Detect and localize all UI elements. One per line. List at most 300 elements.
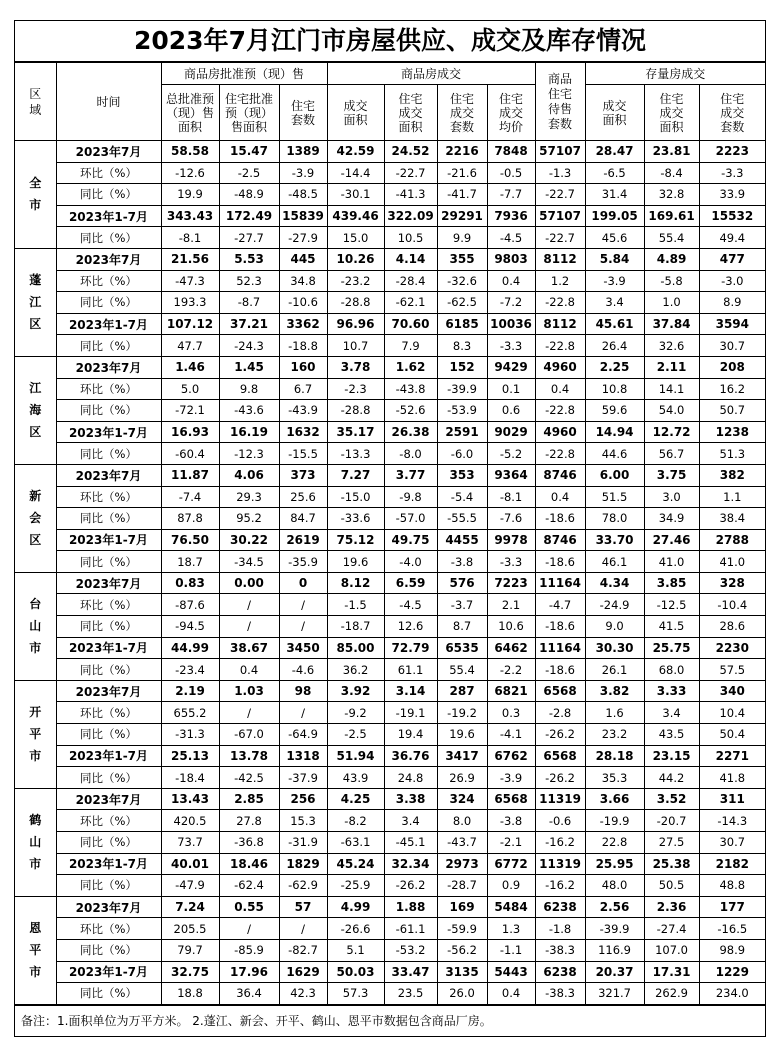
data-cell: 3450 bbox=[279, 637, 327, 659]
data-cell: 355 bbox=[437, 248, 487, 270]
data-cell: -3.9 bbox=[487, 767, 535, 789]
header-region bbox=[15, 63, 56, 141]
data-cell: -38.3 bbox=[535, 939, 585, 961]
header-c5 bbox=[384, 85, 437, 141]
table-row bbox=[15, 529, 765, 551]
row-label: 环比（%） bbox=[56, 378, 161, 400]
data-cell: 95.2 bbox=[219, 508, 279, 530]
data-cell: 18.8 bbox=[161, 983, 219, 1005]
table-row bbox=[15, 141, 765, 163]
data-cell: 169.61 bbox=[644, 205, 699, 227]
data-cell: -32.6 bbox=[437, 270, 487, 292]
data-cell: 262.9 bbox=[644, 983, 699, 1005]
header-c11 bbox=[699, 85, 765, 141]
data-cell: 0.83 bbox=[161, 572, 219, 594]
data-cell: 2619 bbox=[279, 529, 327, 551]
table-row bbox=[15, 335, 765, 357]
data-cell: -18.4 bbox=[161, 767, 219, 789]
data-cell: 3.92 bbox=[327, 680, 384, 702]
data-cell: 420.5 bbox=[161, 810, 219, 832]
data-cell: 6.7 bbox=[279, 378, 327, 400]
data-cell: -16.2 bbox=[535, 832, 585, 854]
table-row bbox=[15, 292, 765, 314]
data-cell: 28.47 bbox=[585, 141, 644, 163]
data-cell: -20.7 bbox=[644, 810, 699, 832]
header-row-1 bbox=[15, 63, 765, 85]
data-cell: 8.12 bbox=[327, 572, 384, 594]
data-cell: 2182 bbox=[699, 853, 765, 875]
data-cell: 0.4 bbox=[487, 270, 535, 292]
row-label: 2023年7月 bbox=[56, 248, 161, 270]
data-cell: 7848 bbox=[487, 141, 535, 163]
data-cell: -27.4 bbox=[644, 918, 699, 940]
data-cell: 3.38 bbox=[384, 788, 437, 810]
data-cell: 2788 bbox=[699, 529, 765, 551]
data-cell: 11319 bbox=[535, 788, 585, 810]
header-c3 bbox=[279, 85, 327, 141]
header-c3-label: 住宅套数 bbox=[291, 98, 316, 127]
data-cell: -28.7 bbox=[437, 875, 487, 897]
data-cell: 1229 bbox=[699, 961, 765, 983]
data-cell: -5.4 bbox=[437, 486, 487, 508]
data-cell: 30.22 bbox=[219, 529, 279, 551]
data-cell: 35.3 bbox=[585, 767, 644, 789]
data-cell: 0.9 bbox=[487, 875, 535, 897]
data-cell: 14.1 bbox=[644, 378, 699, 400]
region-cell bbox=[15, 572, 56, 680]
data-cell: 29291 bbox=[437, 205, 487, 227]
data-cell: 2.19 bbox=[161, 680, 219, 702]
header-c5-label: 住宅成交面积 bbox=[398, 91, 423, 134]
data-cell: / bbox=[219, 918, 279, 940]
header-group-deal: 商品房成交 bbox=[327, 63, 535, 85]
data-cell: 6238 bbox=[535, 961, 585, 983]
data-cell: -53.2 bbox=[384, 939, 437, 961]
data-cell: 445 bbox=[279, 248, 327, 270]
data-cell: 4.89 bbox=[644, 248, 699, 270]
data-cell: -62.9 bbox=[279, 875, 327, 897]
data-cell: 15839 bbox=[279, 205, 327, 227]
data-cell: 4455 bbox=[437, 529, 487, 551]
data-cell: -47.9 bbox=[161, 875, 219, 897]
data-cell: 6.59 bbox=[384, 572, 437, 594]
data-cell: 576 bbox=[437, 572, 487, 594]
region-name: 鹤山市 bbox=[29, 813, 42, 872]
data-cell: 199.05 bbox=[585, 205, 644, 227]
region-cell bbox=[15, 896, 56, 1004]
data-cell: 1632 bbox=[279, 421, 327, 443]
data-cell: 160 bbox=[279, 356, 327, 378]
data-cell: 477 bbox=[699, 248, 765, 270]
region-cell bbox=[15, 680, 56, 788]
data-cell: 73.7 bbox=[161, 832, 219, 854]
data-cell: 152 bbox=[437, 356, 487, 378]
data-cell: -2.3 bbox=[327, 378, 384, 400]
data-cell: -48.5 bbox=[279, 184, 327, 206]
data-cell: 382 bbox=[699, 464, 765, 486]
data-cell: 340 bbox=[699, 680, 765, 702]
data-cell: -22.7 bbox=[535, 184, 585, 206]
data-cell: 37.21 bbox=[219, 313, 279, 335]
data-cell: 19.9 bbox=[161, 184, 219, 206]
region-name: 开平市 bbox=[29, 705, 42, 764]
data-cell: -18.8 bbox=[279, 335, 327, 357]
data-cell: -3.0 bbox=[699, 270, 765, 292]
data-cell: -4.5 bbox=[384, 594, 437, 616]
data-cell: 2591 bbox=[437, 421, 487, 443]
region-name: 新会区 bbox=[29, 489, 42, 548]
table-row bbox=[15, 184, 765, 206]
data-cell: 0.1 bbox=[487, 378, 535, 400]
data-cell: -0.6 bbox=[535, 810, 585, 832]
data-cell: 50.4 bbox=[699, 724, 765, 746]
data-cell: -10.6 bbox=[279, 292, 327, 314]
data-cell: 78.0 bbox=[585, 508, 644, 530]
data-cell: / bbox=[219, 702, 279, 724]
data-cell: 76.50 bbox=[161, 529, 219, 551]
data-cell: -31.3 bbox=[161, 724, 219, 746]
data-cell: 10.8 bbox=[585, 378, 644, 400]
data-cell: 30.30 bbox=[585, 637, 644, 659]
data-cell: 4.06 bbox=[219, 464, 279, 486]
data-cell: -3.8 bbox=[437, 551, 487, 573]
table-row bbox=[15, 572, 765, 594]
data-cell: -25.9 bbox=[327, 875, 384, 897]
data-cell: -22.7 bbox=[384, 162, 437, 184]
data-cell: 27.5 bbox=[644, 832, 699, 854]
data-cell: 1.3 bbox=[487, 918, 535, 940]
data-cell: 21.56 bbox=[161, 248, 219, 270]
data-cell: -0.5 bbox=[487, 162, 535, 184]
row-label: 同比（%） bbox=[56, 983, 161, 1005]
data-cell: 10.5 bbox=[384, 227, 437, 249]
table-row bbox=[15, 702, 765, 724]
data-cell: 15532 bbox=[699, 205, 765, 227]
data-cell: 26.4 bbox=[585, 335, 644, 357]
row-label: 同比（%） bbox=[56, 184, 161, 206]
data-cell: 8112 bbox=[535, 248, 585, 270]
data-cell: 12.72 bbox=[644, 421, 699, 443]
table-row bbox=[15, 961, 765, 983]
region-cell bbox=[15, 248, 56, 356]
data-cell: 26.1 bbox=[585, 659, 644, 681]
data-cell: 23.5 bbox=[384, 983, 437, 1005]
data-cell: 8112 bbox=[535, 313, 585, 335]
data-cell: 25.75 bbox=[644, 637, 699, 659]
data-cell: 3.78 bbox=[327, 356, 384, 378]
data-cell: -48.9 bbox=[219, 184, 279, 206]
data-cell: 6568 bbox=[487, 788, 535, 810]
data-cell: / bbox=[219, 616, 279, 638]
data-cell: 5.53 bbox=[219, 248, 279, 270]
data-cell: 55.4 bbox=[644, 227, 699, 249]
data-cell: -13.3 bbox=[327, 443, 384, 465]
data-cell: -41.3 bbox=[384, 184, 437, 206]
data-cell: 11319 bbox=[535, 853, 585, 875]
table-row bbox=[15, 853, 765, 875]
data-cell: 353 bbox=[437, 464, 487, 486]
data-cell: -1.1 bbox=[487, 939, 535, 961]
data-cell: 6568 bbox=[535, 745, 585, 767]
data-cell: 311 bbox=[699, 788, 765, 810]
data-cell: 87.8 bbox=[161, 508, 219, 530]
data-cell: 116.9 bbox=[585, 939, 644, 961]
data-cell: -2.5 bbox=[327, 724, 384, 746]
data-cell: -43.7 bbox=[437, 832, 487, 854]
data-cell: 20.37 bbox=[585, 961, 644, 983]
data-cell: 172.49 bbox=[219, 205, 279, 227]
data-cell: 4.25 bbox=[327, 788, 384, 810]
row-label: 2023年7月 bbox=[56, 896, 161, 918]
table-row bbox=[15, 594, 765, 616]
table-row bbox=[15, 875, 765, 897]
data-cell: 107.0 bbox=[644, 939, 699, 961]
table-row bbox=[15, 551, 765, 573]
data-cell: 2.85 bbox=[219, 788, 279, 810]
data-cell: -2.2 bbox=[487, 659, 535, 681]
data-cell: -3.8 bbox=[487, 810, 535, 832]
data-cell: -61.1 bbox=[384, 918, 437, 940]
data-cell: 205.5 bbox=[161, 918, 219, 940]
data-cell: 54.0 bbox=[644, 400, 699, 422]
data-cell: -26.2 bbox=[535, 724, 585, 746]
table-row bbox=[15, 270, 765, 292]
data-cell: 24.8 bbox=[384, 767, 437, 789]
data-cell: 1.88 bbox=[384, 896, 437, 918]
data-cell: 51.3 bbox=[699, 443, 765, 465]
data-cell: 44.6 bbox=[585, 443, 644, 465]
data-cell: 0.6 bbox=[487, 400, 535, 422]
data-cell: -2.8 bbox=[535, 702, 585, 724]
data-cell: -14.4 bbox=[327, 162, 384, 184]
data-cell: 7.24 bbox=[161, 896, 219, 918]
data-cell: -5.8 bbox=[644, 270, 699, 292]
data-cell: 1389 bbox=[279, 141, 327, 163]
data-cell: 57.5 bbox=[699, 659, 765, 681]
data-cell: 17.31 bbox=[644, 961, 699, 983]
row-label: 2023年1-7月 bbox=[56, 529, 161, 551]
data-cell: -18.7 bbox=[327, 616, 384, 638]
data-cell: 55.4 bbox=[437, 659, 487, 681]
data-cell: 3.52 bbox=[644, 788, 699, 810]
data-cell: 0.3 bbox=[487, 702, 535, 724]
header-group-approval: 商品房批准预（现）售 bbox=[161, 63, 327, 85]
data-cell: 19.4 bbox=[384, 724, 437, 746]
data-cell: -3.9 bbox=[585, 270, 644, 292]
table-row bbox=[15, 724, 765, 746]
data-cell: 18.7 bbox=[161, 551, 219, 573]
data-cell: 2973 bbox=[437, 853, 487, 875]
table-row bbox=[15, 616, 765, 638]
header-c9-label: 成交面积 bbox=[602, 98, 627, 127]
data-cell: 6535 bbox=[437, 637, 487, 659]
data-cell: 0.00 bbox=[219, 572, 279, 594]
data-cell: -8.7 bbox=[219, 292, 279, 314]
table-row bbox=[15, 356, 765, 378]
table-row bbox=[15, 486, 765, 508]
data-cell: -24.3 bbox=[219, 335, 279, 357]
data-cell: -39.9 bbox=[437, 378, 487, 400]
data-cell: 32.75 bbox=[161, 961, 219, 983]
data-cell: / bbox=[219, 594, 279, 616]
data-cell: -33.6 bbox=[327, 508, 384, 530]
data-cell: 14.94 bbox=[585, 421, 644, 443]
data-cell: 23.81 bbox=[644, 141, 699, 163]
data-cell: -7.7 bbox=[487, 184, 535, 206]
header-c10 bbox=[644, 85, 699, 141]
data-cell: 3135 bbox=[437, 961, 487, 983]
data-cell: 16.93 bbox=[161, 421, 219, 443]
data-cell: 57 bbox=[279, 896, 327, 918]
data-cell: 43.5 bbox=[644, 724, 699, 746]
data-cell: 328 bbox=[699, 572, 765, 594]
data-cell: 57107 bbox=[535, 205, 585, 227]
header-c9 bbox=[585, 85, 644, 141]
data-cell: 0.4 bbox=[535, 486, 585, 508]
row-label: 同比（%） bbox=[56, 443, 161, 465]
region-name: 蓬江区 bbox=[29, 273, 42, 332]
data-cell: -45.1 bbox=[384, 832, 437, 854]
table-row bbox=[15, 227, 765, 249]
data-cell: -6.0 bbox=[437, 443, 487, 465]
region-name: 全市 bbox=[29, 176, 42, 213]
data-cell: 25.38 bbox=[644, 853, 699, 875]
data-cell: -8.4 bbox=[644, 162, 699, 184]
data-cell: -64.9 bbox=[279, 724, 327, 746]
data-cell: 9.0 bbox=[585, 616, 644, 638]
header-unsold-label: 商品住宅待售套数 bbox=[548, 71, 573, 131]
data-cell: -15.5 bbox=[279, 443, 327, 465]
data-cell: 3.0 bbox=[644, 486, 699, 508]
data-cell: 9429 bbox=[487, 356, 535, 378]
header-c4 bbox=[327, 85, 384, 141]
data-cell: -14.3 bbox=[699, 810, 765, 832]
data-cell: 50.7 bbox=[699, 400, 765, 422]
data-cell: 6821 bbox=[487, 680, 535, 702]
data-cell: 84.7 bbox=[279, 508, 327, 530]
data-cell: 287 bbox=[437, 680, 487, 702]
data-cell: 45.61 bbox=[585, 313, 644, 335]
data-cell: -27.7 bbox=[219, 227, 279, 249]
data-cell: 98.9 bbox=[699, 939, 765, 961]
data-cell: 33.9 bbox=[699, 184, 765, 206]
data-cell: 8746 bbox=[535, 464, 585, 486]
data-cell: 9029 bbox=[487, 421, 535, 443]
data-cell: 25.13 bbox=[161, 745, 219, 767]
data-cell: -3.3 bbox=[487, 551, 535, 573]
data-cell: -4.0 bbox=[384, 551, 437, 573]
data-cell: -3.7 bbox=[437, 594, 487, 616]
data-cell: -1.8 bbox=[535, 918, 585, 940]
data-cell: 3.14 bbox=[384, 680, 437, 702]
data-cell: 19.6 bbox=[437, 724, 487, 746]
data-cell: 75.12 bbox=[327, 529, 384, 551]
data-cell: 18.46 bbox=[219, 853, 279, 875]
data-cell: -12.3 bbox=[219, 443, 279, 465]
data-cell: 3417 bbox=[437, 745, 487, 767]
data-cell: 41.0 bbox=[699, 551, 765, 573]
data-cell: 0.4 bbox=[219, 659, 279, 681]
data-cell: -28.4 bbox=[384, 270, 437, 292]
data-cell: 51.5 bbox=[585, 486, 644, 508]
data-cell: 22.8 bbox=[585, 832, 644, 854]
data-cell: 7.9 bbox=[384, 335, 437, 357]
data-cell: -2.5 bbox=[219, 162, 279, 184]
data-cell: 48.8 bbox=[699, 875, 765, 897]
data-cell: 36.76 bbox=[384, 745, 437, 767]
data-cell: 2.11 bbox=[644, 356, 699, 378]
row-label: 同比（%） bbox=[56, 616, 161, 638]
data-cell: 6185 bbox=[437, 313, 487, 335]
data-cell: 33.70 bbox=[585, 529, 644, 551]
data-cell: -19.1 bbox=[384, 702, 437, 724]
data-cell: -18.6 bbox=[535, 551, 585, 573]
table-row bbox=[15, 313, 765, 335]
data-cell: -19.2 bbox=[437, 702, 487, 724]
data-cell: -10.4 bbox=[699, 594, 765, 616]
data-cell: -36.8 bbox=[219, 832, 279, 854]
data-cell: -52.6 bbox=[384, 400, 437, 422]
table-row bbox=[15, 896, 765, 918]
data-cell: 3.4 bbox=[585, 292, 644, 314]
data-cell: 3594 bbox=[699, 313, 765, 335]
data-cell: 56.7 bbox=[644, 443, 699, 465]
data-cell: -59.9 bbox=[437, 918, 487, 940]
data-cell: -62.5 bbox=[437, 292, 487, 314]
row-label: 2023年7月 bbox=[56, 788, 161, 810]
data-cell: -23.2 bbox=[327, 270, 384, 292]
data-cell: -3.3 bbox=[487, 335, 535, 357]
data-cell: 1.45 bbox=[219, 356, 279, 378]
data-cell: -5.2 bbox=[487, 443, 535, 465]
data-cell: 11164 bbox=[535, 572, 585, 594]
data-cell: 40.01 bbox=[161, 853, 219, 875]
data-cell: 373 bbox=[279, 464, 327, 486]
data-cell: 32.6 bbox=[644, 335, 699, 357]
data-cell: -4.6 bbox=[279, 659, 327, 681]
data-cell: 16.2 bbox=[699, 378, 765, 400]
row-label: 2023年1-7月 bbox=[56, 853, 161, 875]
data-cell: 23.2 bbox=[585, 724, 644, 746]
data-cell: 4960 bbox=[535, 356, 585, 378]
data-cell: 50.03 bbox=[327, 961, 384, 983]
data-cell: -43.8 bbox=[384, 378, 437, 400]
data-cell: -85.9 bbox=[219, 939, 279, 961]
region-name: 恩平市 bbox=[29, 921, 42, 980]
table-row bbox=[15, 378, 765, 400]
header-c7-label: 住宅成交均价 bbox=[499, 91, 524, 134]
data-cell: 34.9 bbox=[644, 508, 699, 530]
data-cell: 3362 bbox=[279, 313, 327, 335]
row-label: 2023年7月 bbox=[56, 356, 161, 378]
data-cell: 30.7 bbox=[699, 832, 765, 854]
data-cell: 70.60 bbox=[384, 313, 437, 335]
row-label: 环比（%） bbox=[56, 594, 161, 616]
data-cell: 57107 bbox=[535, 141, 585, 163]
data-cell: 10.4 bbox=[699, 702, 765, 724]
data-cell: -16.5 bbox=[699, 918, 765, 940]
data-cell: -22.8 bbox=[535, 400, 585, 422]
data-cell: 10036 bbox=[487, 313, 535, 335]
table-row bbox=[15, 788, 765, 810]
data-cell: 8.3 bbox=[437, 335, 487, 357]
data-cell: 36.4 bbox=[219, 983, 279, 1005]
data-cell: -67.0 bbox=[219, 724, 279, 746]
data-cell: -7.6 bbox=[487, 508, 535, 530]
data-cell: -43.6 bbox=[219, 400, 279, 422]
housing-table bbox=[15, 62, 765, 1005]
data-cell: 98 bbox=[279, 680, 327, 702]
